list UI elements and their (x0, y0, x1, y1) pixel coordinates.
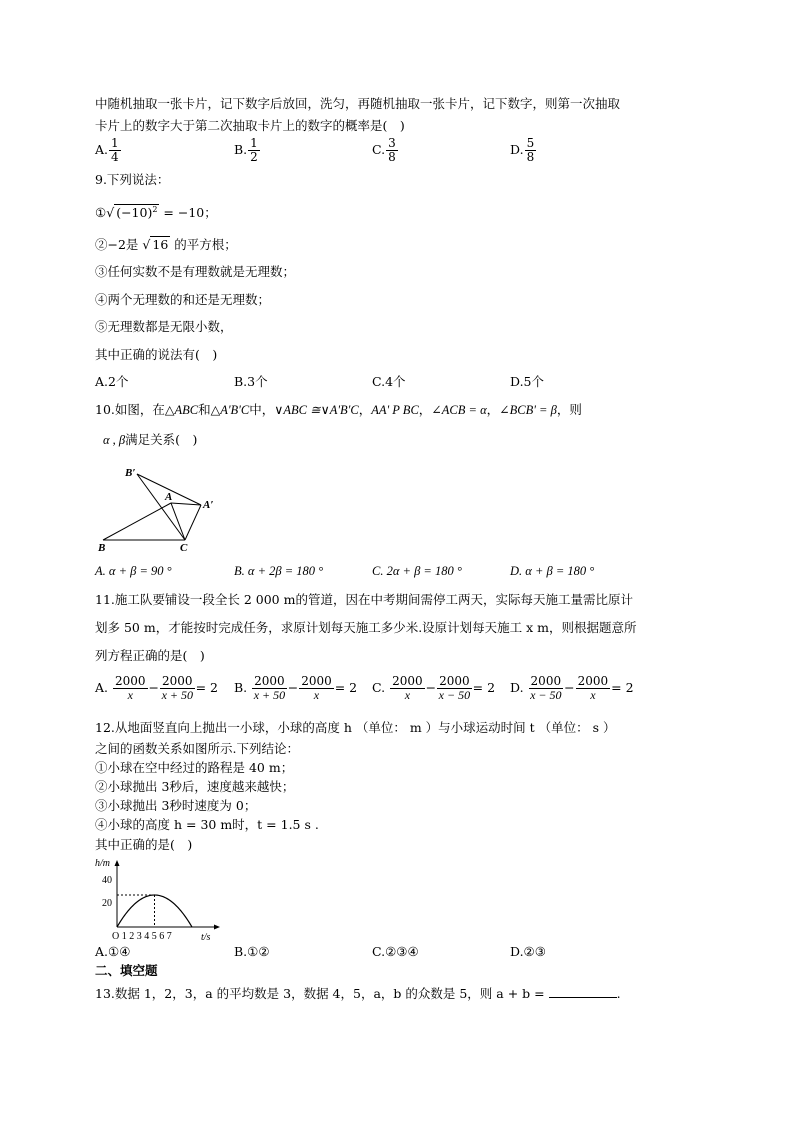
q11-option-c[interactable]: C. $\frac{2000}{x}$ − $\frac{2000}{x - 50}$ = 2 (372, 674, 496, 702)
q8-option-c[interactable]: C. $\frac{3}{8}$ (372, 136, 396, 164)
q9-statement-4: ④两个无理数的和还是无理数； (95, 292, 271, 307)
q12-chart (95, 855, 225, 945)
label-b: B (98, 542, 106, 554)
q8-line1: 中随机抽取一张卡片，记下数字后放回，洗匀，再随机抽取一张卡片，记下数字，则第一次抽取 (95, 96, 621, 111)
segment-ac (171, 503, 185, 540)
fraction: $\frac{5}{8}$ (526, 136, 535, 164)
q10-line2: α , β满足关系( ) (103, 432, 198, 447)
q9-question: 其中正确的说法有( ) (95, 347, 218, 362)
q9-option-c[interactable]: C.4个 (372, 374, 406, 389)
segment-bpc (137, 474, 185, 540)
q12-conclusion-1: ①小球在空中经过的路程是 40 m； (95, 760, 294, 775)
q9-statement-5: ⑤无理数都是无限小数， (95, 319, 233, 334)
q12-line2: 之间的函数关系如图所示.下列结论： (95, 741, 299, 756)
chart-y-arrow (115, 860, 120, 866)
q11-option-a[interactable]: A. $\frac{2000}{x}$ − $\frac{2000}{x + 50}$ = 2 (95, 674, 218, 702)
q12-conclusion-4: ④小球的高度 h = 30 m时，t = 1.5 s . (95, 817, 319, 832)
q8-option-b[interactable]: B. $\frac{1}{2}$ (234, 136, 258, 164)
fraction: $\frac{3}{8}$ (388, 136, 396, 164)
q10-option-c[interactable]: C. 2α + β = 180 ° (372, 564, 462, 578)
chart-ylabel: h/m (95, 858, 110, 869)
label-a: A (165, 491, 173, 503)
q9-statement-3: ③任何实数不是有理数就是无理数； (95, 264, 296, 279)
chart-xticks: O 1 2 3 4 5 6 7 (112, 931, 172, 942)
q10-figure (95, 462, 225, 554)
chart-x-arrow (214, 925, 220, 930)
answer-blank[interactable] (549, 985, 617, 998)
q11-line1: 11.施工队要铺设一段全长 2 000 m的管道，因在中考期间需停工两天，实际每天施工量需比原计 (95, 592, 633, 607)
sqrt-symbol: √ (106, 205, 115, 221)
label-aprime: A′ (203, 499, 214, 511)
q8-option-a[interactable]: A. $\frac{1}{4}$ (95, 136, 119, 164)
fraction: $\frac{1}{2}$ (250, 136, 258, 164)
q11-option-b[interactable]: B. $\frac{2000}{x + 50}$ − $\frac{2000}{x}$ = 2 (234, 674, 358, 702)
q13-line: 13.数据 1，2，3，a 的平均数是 3，数据 4，5，a，b 的众数是 5，则 a + b = . (95, 986, 621, 1001)
fraction: $\frac{1}{4}$ (111, 136, 119, 164)
q9-statement-1: ①√ $(-10)^2 = -10$； (95, 205, 217, 221)
q12-option-b[interactable]: B.①② (234, 944, 270, 959)
q10-option-b[interactable]: B. α + 2β = 180 ° (234, 564, 324, 578)
chart-ytick-20: 20 (102, 898, 112, 909)
q12-option-d[interactable]: D.②③ (510, 944, 546, 959)
q10-option-a[interactable]: A. α + β = 90 ° (95, 564, 172, 578)
q9-option-a[interactable]: A.2个 (95, 374, 129, 389)
q12-option-a[interactable]: A.①④ (95, 944, 131, 959)
q11-line2: 划多 50 m，才能按时完成任务，求原计划每天施工多少米.设原计划每天施工 x m，则根据题意所 (95, 620, 637, 635)
q9-statement-2: ②−2是 √ 16 的平方根； (95, 237, 237, 252)
q9-option-b[interactable]: B.3个 (234, 374, 268, 389)
q12-conclusion-3: ③小球抛出 3秒时速度为 0； (95, 798, 257, 813)
q10-line1: 10.如图，在△ABC和△A'B'C中，∨ABC ≅∨A'B'C，AA' P BC，∠ACB = α，∠BCB' = β，则 (95, 402, 582, 417)
q8-line2: 卡片上的数字大于第二次抽取卡片上的数字的概率是( ) (95, 118, 405, 133)
label-bprime: B′ (125, 467, 136, 479)
q8-option-d[interactable]: D. $\frac{5}{8}$ (510, 136, 535, 164)
chart-ytick-40: 40 (102, 875, 112, 886)
q9-option-d[interactable]: D.5个 (510, 374, 545, 389)
q12-question: 其中正确的是( ) (95, 837, 193, 852)
q11-line3: 列方程正确的是( ) (95, 648, 205, 663)
section-title: 二、填空题 (95, 963, 158, 978)
q12-conclusion-2: ②小球抛出 3秒后，速度越来越快； (95, 779, 295, 794)
segment-apc (185, 505, 201, 540)
chart-xlabel: t/s (201, 932, 211, 943)
q12-option-c[interactable]: C.②③④ (372, 944, 419, 959)
segment-ba (103, 503, 171, 540)
label-c: C (180, 542, 188, 554)
q12-line1: 12.从地面竖直向上抛出一小球，小球的高度 h （单位： m ）与小球运动时间 t （单位： s ） (95, 720, 616, 735)
q11-option-d[interactable]: D. $\frac{2000}{x - 50}$ − $\frac{2000}{x}$ = 2 (510, 674, 634, 702)
q10-option-d[interactable]: D. α + β = 180 ° (510, 564, 595, 578)
q9-stem: 9.下列说法： (95, 172, 170, 187)
sqrt-symbol: √ (142, 237, 151, 252)
